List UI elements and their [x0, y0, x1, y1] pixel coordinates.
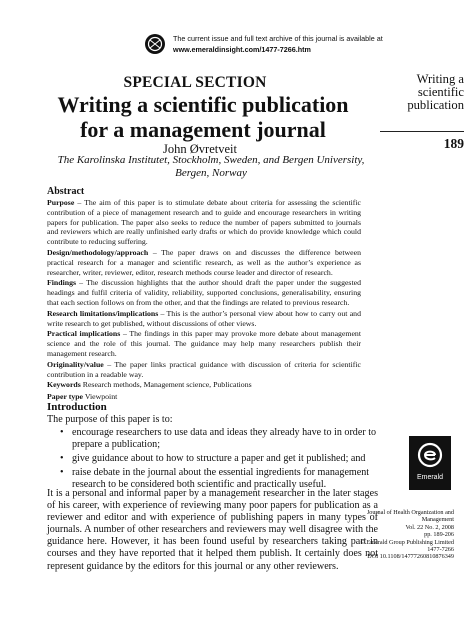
- journal-citation-line: © Emerald Group Publishing Limited: [360, 538, 454, 546]
- paper-title: [18, 92, 388, 142]
- archive-url[interactable]: www.emeraldinsight.com/1477-7266.htm: [173, 45, 311, 54]
- list-item: [60, 453, 378, 465]
- side-rule: [380, 131, 464, 132]
- abstract-item-text: – The paper draws on and discusses the difference between practical research for a manager and scientific research, as well as the author’s experience as researcher, writer, reviewer, editor, research methods course leader and director of research.: [47, 247, 361, 277]
- abstract-item-text: – The findings in this paper may provoke more debate about management science and the role of this journal. The guidance may help many researchers publish their management research.: [47, 329, 362, 358]
- archive-url-link[interactable]: [173, 44, 383, 55]
- abstract-item: [47, 198, 361, 247]
- affiliation-line: Bergen, Norway: [175, 167, 247, 179]
- intro-heading: Introduction: [47, 401, 107, 413]
- abstract-item-label: Research limitations/implications: [47, 308, 159, 318]
- journal-citation-line: Vol. 22 No. 2, 2008: [405, 523, 454, 531]
- abstract-item-label: Findings: [47, 278, 77, 288]
- abstract-item-label: Practical implications: [47, 329, 121, 339]
- list-item-text: encourage researchers to use data and ideas they already have to in order to prepare a publication;: [72, 427, 377, 451]
- list-item-text: raise debate in the journal about the essential ingredients for management research to be considered both scientific and practically useful.: [72, 467, 370, 491]
- journal-citation-line: DOI 10.1108/14777260810876349: [367, 553, 454, 561]
- running-head-line: Writing a: [416, 72, 464, 86]
- abstract-item-label: Originality/value: [47, 359, 104, 369]
- bullet-icon: •: [60, 467, 64, 479]
- keywords: [47, 380, 361, 390]
- abstract-item-text: – This is the author’s personal view about how to carry out and write research to get published, without discussions of other views.: [47, 308, 361, 328]
- intro-bullet-list: [60, 427, 378, 493]
- affiliation-line: The Karolinska Institutet, Stockholm, Sweden, and Bergen University,: [57, 154, 365, 166]
- abstract-item-text: – The aim of this paper is to stimulate debate about criteria for assessing the scientific contribution of a piece of management research and to guide and encourage researchers in writing papers for publication. The paper also seeks to reduce the number of papers submitted to journals and reviewers which are really unfinished early drafts or which do provide knowledge which could contribute to reducing suffering.: [47, 198, 361, 247]
- running-head-line: scientific: [417, 85, 464, 99]
- list-item-text: give guidance about to how to structure a paper and get it published; and: [72, 453, 366, 465]
- archive-notice: [173, 33, 383, 55]
- abstract-item-label: Design/methodology/approach: [47, 247, 149, 257]
- paper-title-line: Writing a scientific publication: [57, 92, 349, 117]
- abstract-body: [47, 198, 361, 403]
- archive-notice-line1: The current issue and full text archive of this journal is available at: [173, 34, 383, 43]
- abstract-item: [47, 309, 361, 329]
- author-name: John Øvretveit: [163, 142, 237, 156]
- journal-citation-line: pp. 189-206: [424, 531, 454, 539]
- bullet-icon: •: [60, 427, 64, 438]
- keywords-text: Research methods, Management science, Publications: [80, 380, 252, 390]
- section-label: SPECIAL SECTION: [123, 74, 267, 91]
- abstract-item: [47, 278, 361, 307]
- intro-lead: The purpose of this paper is to:: [47, 414, 173, 425]
- keywords-label: Keywords: [47, 380, 81, 390]
- abstract-heading: Abstract: [47, 186, 85, 197]
- abstract-item: [47, 248, 361, 277]
- affiliation: [46, 154, 376, 180]
- intro-paragraph: It is a personal and informal paper by a management researcher in the later stages of his career, with experience of reviewing many poor papers for publication as a reviewer and editor and with experience of publishing papers in many types of journals. A number of other researchers and reviewers may well disagree with the guidance here. However, it has been found useful by researchers taking part in courses and they have reported that it helped them publish. It certainly does not represent guidance by the editors for this journal or any other reviewers.: [47, 488, 378, 572]
- journal-citation: [360, 509, 454, 561]
- archive-globe-icon: [144, 33, 166, 55]
- running-head: [380, 73, 464, 112]
- paper-type-label: Paper type: [47, 392, 84, 402]
- abstract-item: [47, 360, 361, 380]
- paper-title-line: for a management journal: [80, 117, 326, 142]
- running-head-line: publication: [407, 98, 464, 112]
- abstract-item: [47, 329, 361, 358]
- abstract-item-text: – The paper links practical guidance with discussion of criteria for scientific contribution in a readable way.: [47, 359, 361, 379]
- abstract-item-label: Purpose: [47, 198, 75, 207]
- bullet-icon: •: [60, 453, 64, 465]
- paper-type-text: Viewpoint: [83, 392, 118, 402]
- emerald-logo: [409, 436, 451, 490]
- list-item: [60, 427, 378, 451]
- journal-citation-line: Management: [421, 516, 454, 524]
- journal-citation-line: 1477-7266: [427, 546, 454, 554]
- emerald-e-icon: [417, 442, 443, 468]
- abstract-item-text: – The discussion highlights that the author should draft the paper under the suggested headings and fulfil criteria of validity, reliability, supported conclusions, generalisability, ensuring that each section follows on from the other, and that the findings are related to previous research.: [47, 278, 361, 307]
- page-number: 189: [443, 136, 464, 151]
- journal-citation-line: Journal of Health Organization and: [366, 509, 454, 516]
- emerald-wordmark: Emerald: [416, 474, 444, 481]
